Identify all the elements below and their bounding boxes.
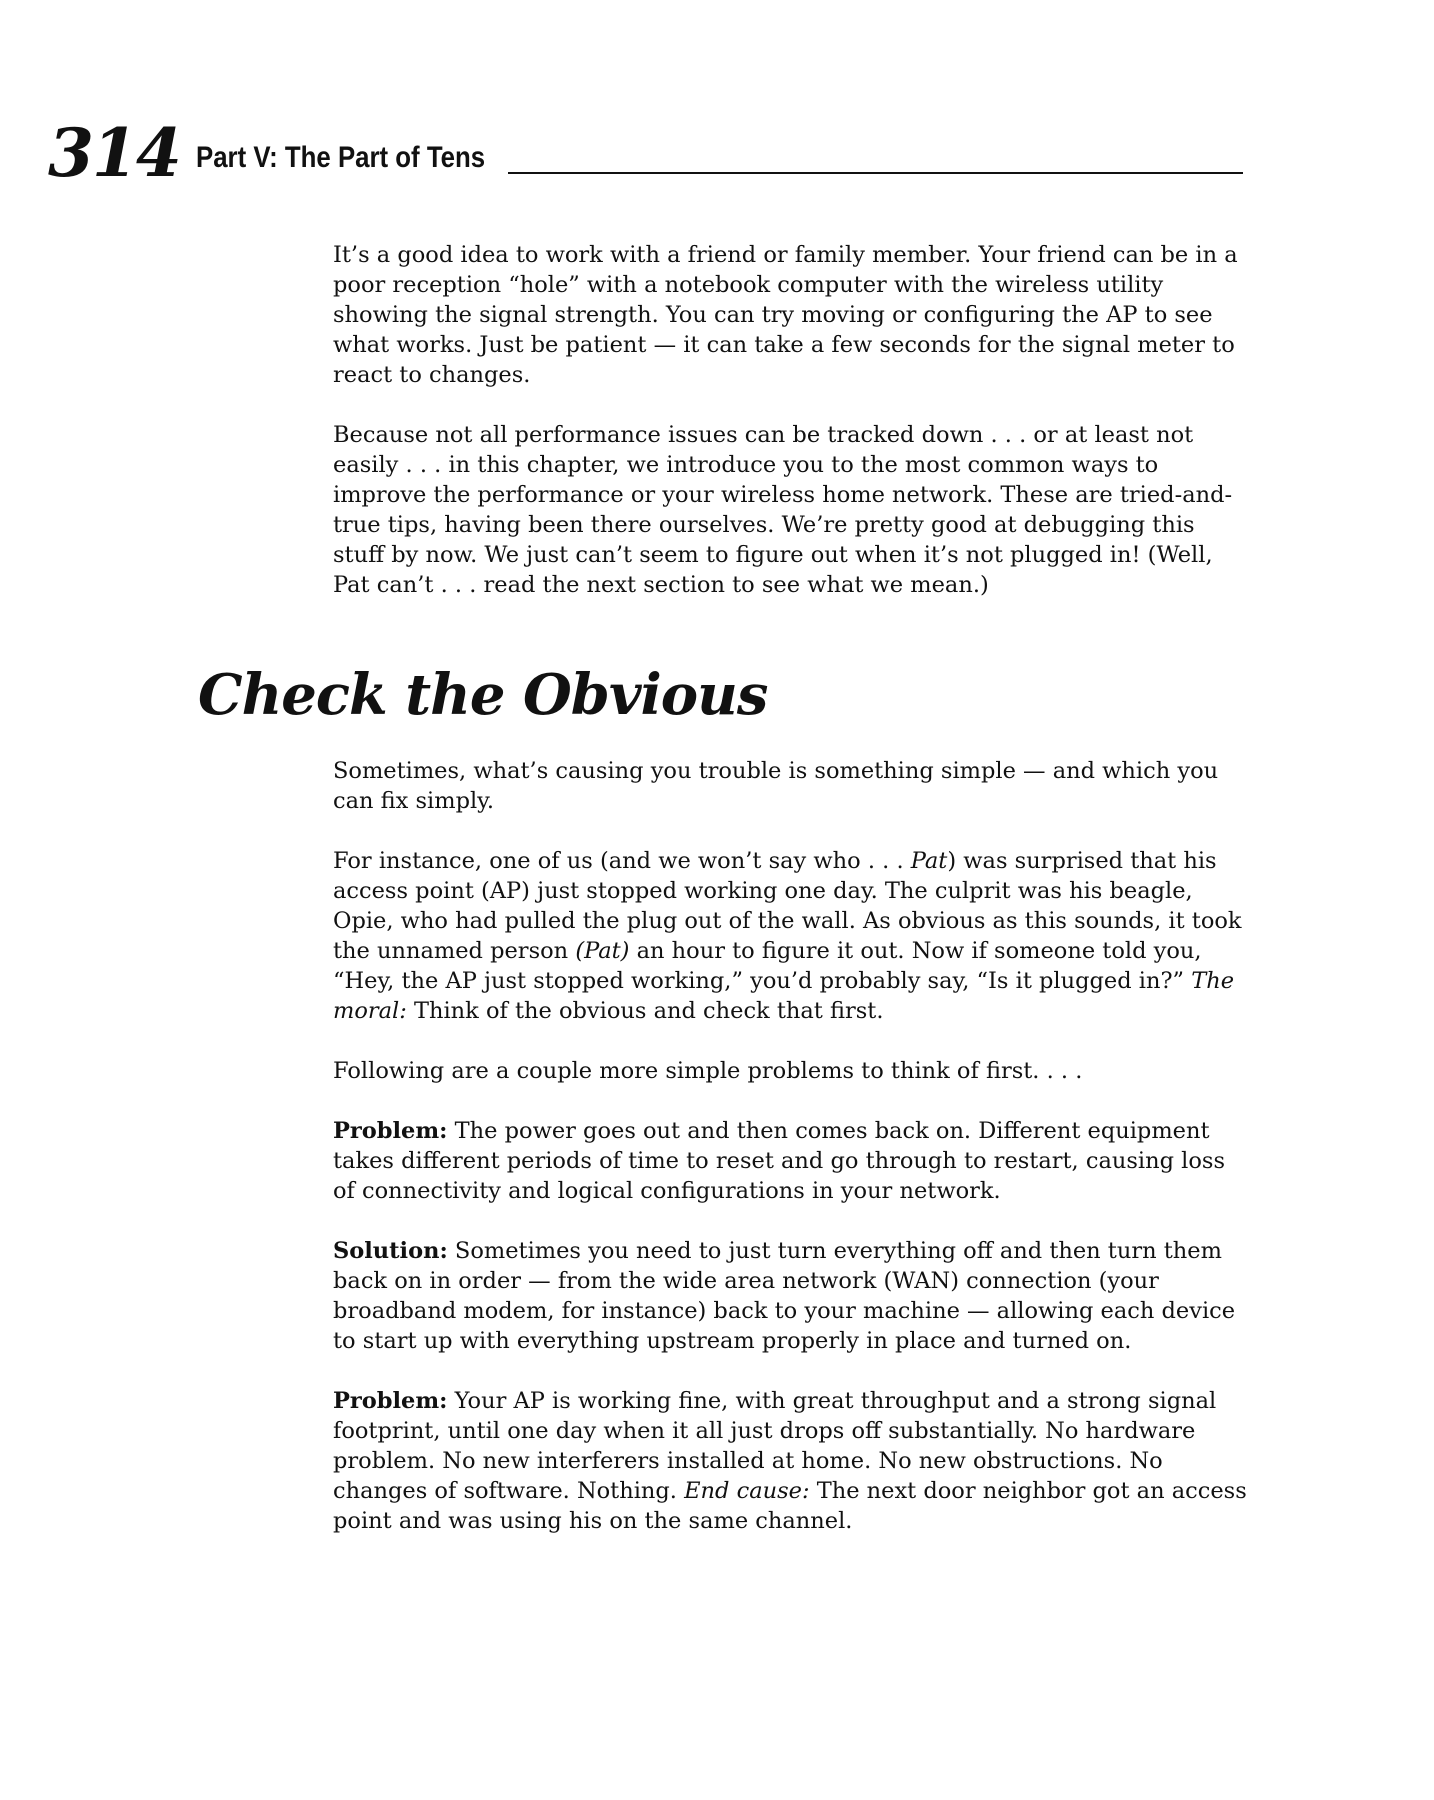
section-body bbox=[333, 756, 1251, 1536]
solution-label: Solution: bbox=[333, 1238, 448, 1264]
problem-label: Problem: bbox=[333, 1118, 448, 1144]
page-number: 314 bbox=[48, 114, 180, 192]
problem-text: Your AP is working fine, with great throughput and a strong signal footprint, until one day when it all just drops off substantially. No hardware problem. No new interferers installed at home. No new obstructions. No changes of software. Nothing. bbox=[333, 1388, 1217, 1504]
italic-run: End cause: bbox=[684, 1478, 810, 1504]
problem-1 bbox=[333, 1116, 1251, 1206]
page-header bbox=[48, 116, 1243, 196]
problem-text-end: The next door neighbor got an access point and was using his on the same channel. bbox=[333, 1478, 1247, 1534]
text-run: Think of the obvious and check that first. bbox=[406, 998, 884, 1024]
intro-paragraph-1: It’s a good idea to work with a friend or family member. Your friend can be in a poor reception “hole” with a notebook computer with the wireless utility showing the signal strength. You can try moving or configuring the AP to see what works. Just be patient — it can take a few seconds for the signal meter to react to changes. bbox=[333, 242, 1238, 388]
intro-paragraph-2: Because not all performance issues can be tracked down . . . or at least not easily . . . in this chapter, we introduce you to the most common ways to improve the performance or your wireless home network. These are tried-and-true tips, having been there ourselves. We’re pretty good at debugging this stuff by now. We just can’t seem to figure out when it’s not plugged in! (Well, Pat can’t . . . read the next section to see what we mean.) bbox=[333, 422, 1233, 598]
section-paragraph-3: Following are a couple more simple problems to think of first. . . . bbox=[333, 1058, 1083, 1084]
header-rule bbox=[508, 172, 1243, 174]
problem-text: The power goes out and then comes back on. Different equipment takes different periods of time to reset and go through to restart, causing loss of connectivity and logical configurations in your network. bbox=[333, 1118, 1225, 1204]
italic-run: (Pat) bbox=[575, 938, 630, 964]
problem-2 bbox=[333, 1386, 1251, 1536]
text-run: ) was surprised that his access point (AP) just stopped working one day. The culprit was his beagle, Opie, who had pulled the plug out of the wall. As obvious as this sounds, it took the unnamed person bbox=[333, 848, 1242, 964]
text-run: an hour to figure it out. Now if someone told you, “Hey, the AP just stopped working,” you’d probably say, “Is it plugged in?” bbox=[333, 938, 1202, 994]
intro-section bbox=[333, 240, 1251, 600]
italic-run: The moral: bbox=[333, 968, 1235, 1024]
solution-text: Sometimes you need to just turn everything off and then turn them back on in order — from the wide area network (WAN) connection (your broadband modem, for instance) back to your machine — allowing each device to start up with everything upstream properly in place and turned on. bbox=[333, 1238, 1236, 1354]
section-paragraph-1: Sometimes, what’s causing you trouble is something simple — and which you can fix simply. bbox=[333, 758, 1219, 814]
section-paragraph-2 bbox=[333, 846, 1251, 1026]
running-head: Part V: The Part of Tens bbox=[196, 141, 486, 174]
section-title: Check the Obvious bbox=[198, 662, 768, 728]
italic-run: Pat bbox=[910, 848, 948, 874]
solution-1 bbox=[333, 1236, 1251, 1356]
problem-label: Problem: bbox=[333, 1388, 448, 1414]
text-run: For instance, one of us (and we won’t say who . . . bbox=[333, 848, 911, 874]
